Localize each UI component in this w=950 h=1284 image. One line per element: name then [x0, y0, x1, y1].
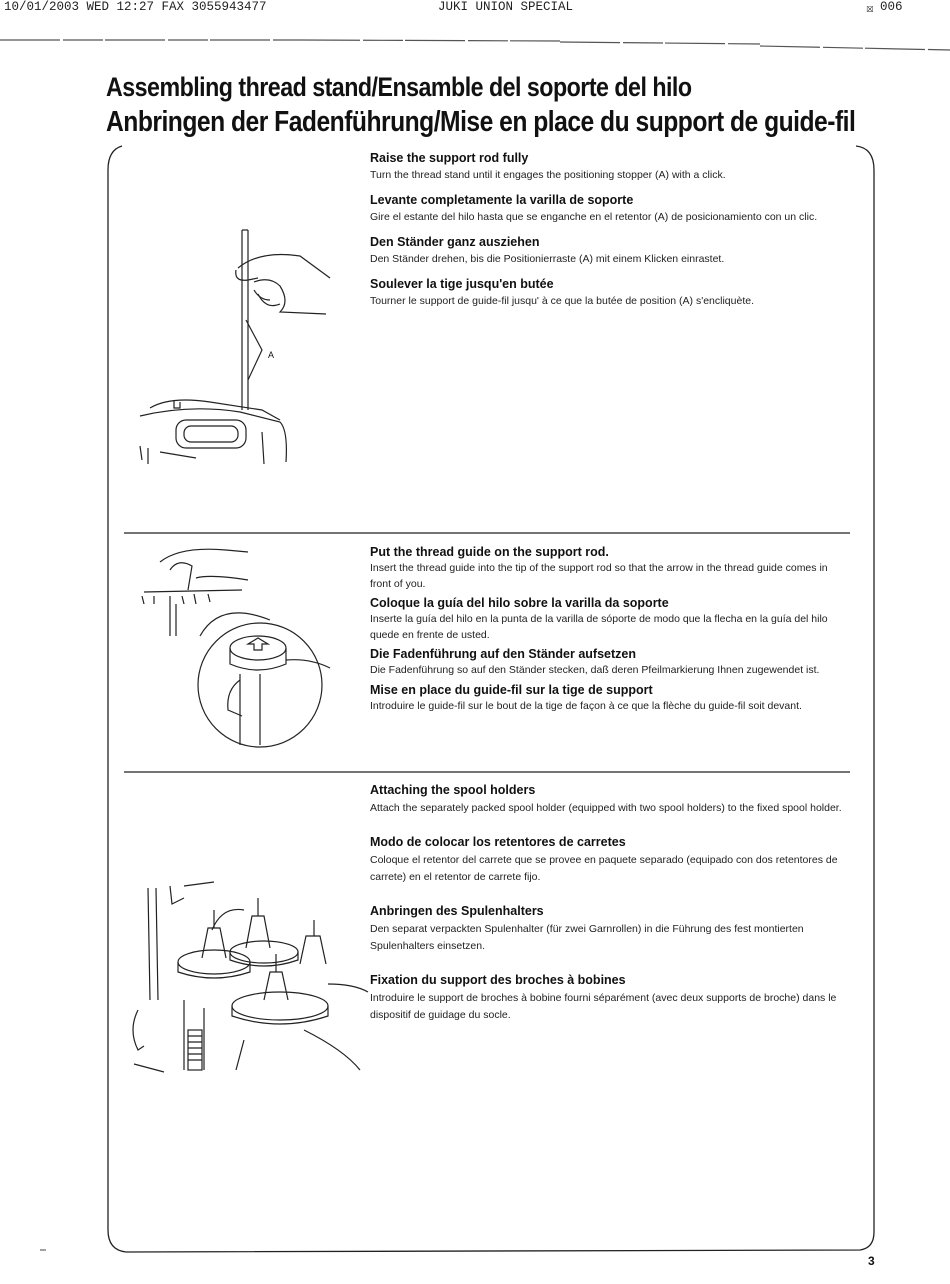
- instruction-heading: Levante completamente la varilla de soporte: [370, 193, 634, 207]
- instruction-text: Introduire le support de broches à bobine fourni séparément (avec deux supports de broche) dans le dispositif de guidage du socle.: [370, 992, 837, 1021]
- fax-page-icon: ☒: [866, 2, 874, 16]
- instruction-fr: [370, 682, 850, 715]
- thread-guide-illustration: [130, 540, 350, 755]
- instruction-de: [370, 646, 850, 679]
- instruction-heading: Put the thread guide on the support rod.: [370, 545, 609, 559]
- instruction-de: [370, 903, 850, 955]
- spool-holders-illustration: [124, 880, 374, 1080]
- instruction-de: [370, 234, 850, 267]
- thread-stand-raise-illustration: [130, 220, 350, 470]
- fax-datetime: 10/01/2003 WED 12:27 FAX 3055943477: [4, 0, 267, 14]
- instruction-text: Insert the thread guide into the tip of the support rod so that the arrow in the thread guide comes in front of you.: [370, 562, 828, 590]
- instruction-text: Coloque el retentor del carrete que se provee en paquete separado (equipado con dos retentores de carrete) en el retentor de carrete fijo.: [370, 854, 838, 883]
- instruction-fr: [370, 276, 850, 309]
- instruction-heading: Modo de colocar los retentores de carretes: [370, 835, 626, 849]
- instruction-es: [370, 834, 850, 886]
- page-title-line-2: Anbringen der Fadenführung/Mise en place du support de guide-fil: [106, 106, 856, 138]
- instruction-es: [370, 595, 850, 643]
- instruction-fr: [370, 972, 850, 1024]
- section-raise-support-rod: [370, 150, 850, 318]
- instruction-text: Den Ständer drehen, bis die Positionierraste (A) mit einem Klicken einrastet.: [370, 253, 725, 265]
- instruction-heading: Raise the support rod fully: [370, 151, 529, 165]
- instruction-text: Turn the thread stand until it engages the positioning stopper (A) with a click.: [370, 169, 726, 181]
- instruction-text: Attach the separately packed spool holder (equipped with two spool holders) to the fixed spool holder.: [370, 802, 842, 814]
- instruction-text: Die Fadenführung so auf den Ständer stecken, daß deren Pfeilmarkierung Ihnen zugewendet ist.: [370, 664, 820, 676]
- instruction-en: [370, 544, 850, 592]
- instruction-en: [370, 782, 850, 817]
- instruction-heading: Den Ständer ganz ausziehen: [370, 235, 540, 249]
- stopper-label-a: A: [268, 350, 275, 360]
- instruction-heading: Die Fadenführung auf den Ständer aufsetzen: [370, 647, 636, 661]
- fax-company: JUKI UNION SPECIAL: [438, 0, 574, 14]
- fax-page: 006: [880, 0, 903, 14]
- page-number: 3: [868, 1254, 875, 1268]
- section-spool-holders: [370, 782, 850, 1041]
- instruction-text: Gire el estante del hilo hasta que se enganche en el retentor (A) de posicionamiento con un clic.: [370, 211, 818, 223]
- instruction-heading: Mise en place du guide-fil sur la tige de support: [370, 682, 653, 697]
- instruction-heading: Soulever la tige jusqu'en butée: [370, 277, 554, 291]
- instruction-heading: Coloque la guía del hilo sobre la varilla da soporte: [370, 596, 669, 610]
- section-thread-guide: [370, 544, 850, 717]
- instruction-text: Den separat verpackten Spulenhalter (für zwei Garnrollen) in die Führung des fest montierten Spulenhalters einsetzen.: [370, 923, 804, 952]
- instruction-heading: Anbringen des Spulenhalters: [370, 904, 544, 918]
- instruction-en: [370, 150, 850, 183]
- instruction-text: Tourner le support de guide-fil jusqu' à ce que la butée de position (A) s'encliquète.: [370, 295, 754, 307]
- instruction-text: Introduire le guide-fil sur le bout de la tige de façon à ce que la flèche du guide-fil soit devant.: [370, 699, 802, 712]
- page-title-line-1: Assembling thread stand/Ensamble del soporte del hilo: [106, 72, 692, 102]
- instruction-es: [370, 192, 850, 225]
- instruction-heading: Fixation du support des broches à bobines: [370, 973, 626, 987]
- instruction-text: Inserte la guía del hilo en la punta de la varilla de sóporte de modo que la flecha en la guía del hilo quede en frente de usted.: [370, 613, 828, 641]
- instruction-heading: Attaching the spool holders: [370, 783, 536, 797]
